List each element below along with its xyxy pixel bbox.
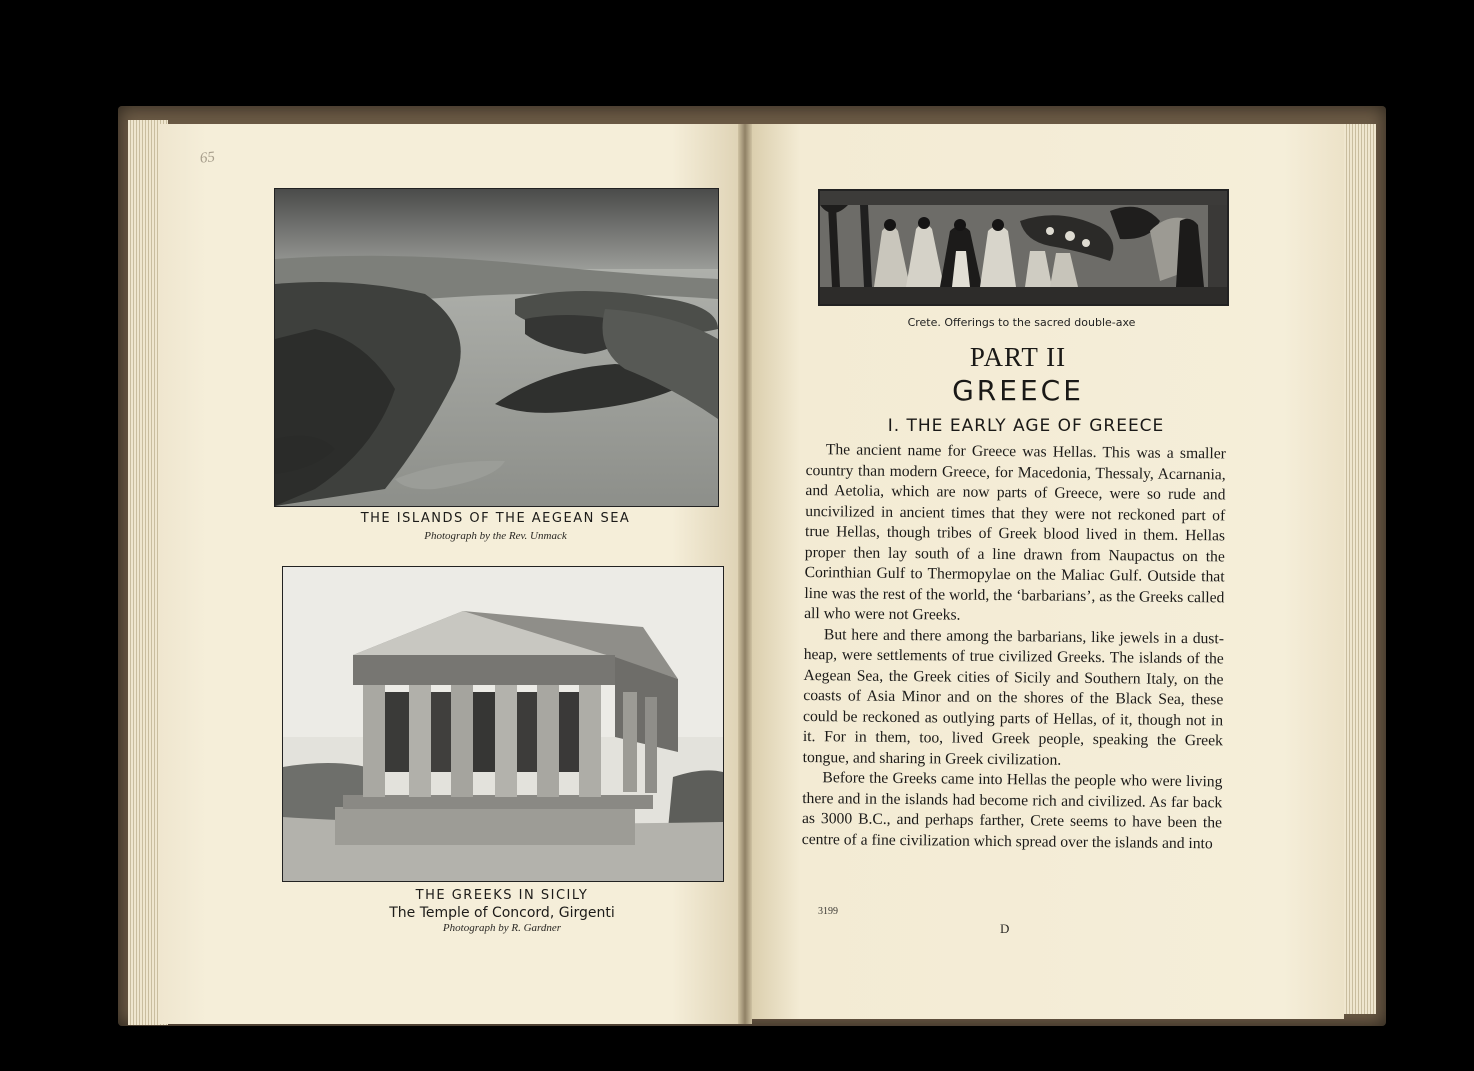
aegean-photo-image <box>275 189 718 506</box>
chapter-heading: I. THE EARLY AGE OF GREECE <box>887 416 1165 436</box>
temple-of-concord-photo <box>282 566 724 882</box>
section-heading: GREECE <box>952 374 1084 407</box>
body-paragraph-1: The ancient name for Greece was Hellas. This was a smaller country than modern Greece, for Macedonia, Thessaly, Acarnania, and Aetolia, which are now parts of Greece, were so rude and uncivilized in ancient times that they were not reckoned part of true Hellas, though tribes of Greek blood lived in them. Hellas proper then lay south of a line drawn from Naupactus on the Corinthian Gulf to Thermopylae on the Maliac Gulf. Outside that line was the rest of the world, the ‘barbarians’, as the Greeks called all who were not Greeks. <box>804 441 1226 624</box>
chapter-body-text <box>802 440 1226 854</box>
fresco-caption: Crete. Offerings to the sacred double-axe <box>907 316 1136 329</box>
temple-photo-image <box>283 567 723 881</box>
signature-mark: D <box>1000 921 1010 936</box>
body-paragraph-3: Before the Greeks came into Hellas the people who were living there and in the islands had become rich and civilized. As far back as 3000 B.C., and perhaps farther, Crete seems to have been the centre of a fine civilization which spread over the islands and into <box>801 769 1223 852</box>
aegean-photo-credit: Photograph by the Rev. Unmack <box>424 530 567 542</box>
temple-photo-subtitle: The Temple of Concord, Girgenti <box>389 905 615 921</box>
folio-number: 3199 <box>818 906 838 917</box>
fresco-image <box>820 191 1227 304</box>
temple-photo-title: THE GREEKS IN SICILY <box>415 888 589 903</box>
book-gutter <box>738 124 752 1024</box>
aegean-islands-photo <box>274 188 719 507</box>
temple-photo-credit: Photograph by R. Gardner <box>442 922 562 934</box>
aegean-photo-title: THE ISLANDS OF THE AEGEAN SEA <box>360 511 631 526</box>
body-paragraph-2: But here and there among the barbarians, like jewels in a dust-heap, were settlements of true civilized Greeks. The islands of the Aegean Sea, the Greek cities of Sicily and Southern Italy, on the coasts of Asia Minor and on the shores of the Black Sea, these could be reckoned as outlying parts of Hellas, of it, though not in it. For in them, too, lived Greek people, speaking the Greek tongue, and sharing in Greek civilization. <box>802 625 1225 769</box>
page-edges-right <box>1340 124 1376 1014</box>
part-heading: PART II <box>969 342 1067 372</box>
pencil-note: 65 <box>199 149 216 167</box>
crete-fresco-illustration <box>818 189 1229 306</box>
